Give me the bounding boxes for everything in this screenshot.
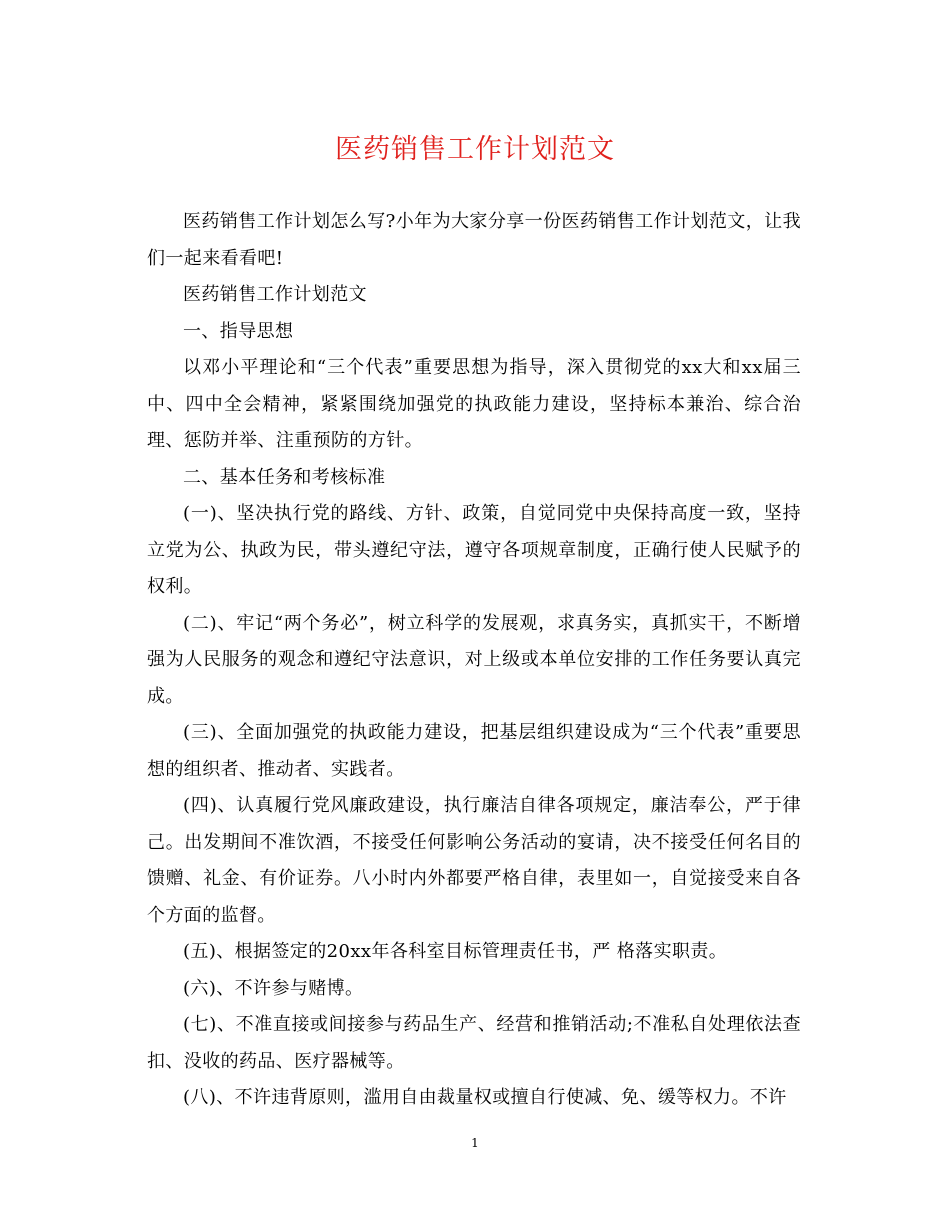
paragraph-item-3: (三)、全面加强党的执政能力建设，把基层组织建设成为“三个代表”重要思想的组织者、推动者、实践者。	[147, 722, 801, 780]
paragraph-item-4: (四)、认真履行党风廉政建设，执行廉洁自律各项规定，廉洁奉公，严于律己。出发期间不准饮酒，不接受任何影响公务活动的宴请，决不接受任何名目的馈赠、礼金、有价证券。八小时内外都要严格自律，表里如一，自觉接受来自各个方面的监督。	[147, 795, 801, 926]
paragraph-item-6: (六)、不许参与赌博。	[183, 977, 364, 999]
paragraph-item-1: (一)、坚决执行党的路线、方针、政策，自觉同党中央保持高度一致，坚持立党为公、执政为民，带头遵纪守法，遵守各项规章制度，正确行使人民赋予的权利。	[147, 503, 801, 597]
paragraph-item-5: (五)、根据签定的20xx年各科室目标管理责任书，严 格落实职责。	[183, 941, 728, 962]
document-body	[147, 204, 801, 1117]
paragraph-item-8: (八)、不许违背原则，滥用自由裁量权或擅自行使减、免、缓等权力。不许	[183, 1087, 787, 1108]
intro-paragraph: 医药销售工作计划怎么写?小年为大家分享一份医药销售工作计划范文，让我们一起来看看吧!	[147, 211, 801, 269]
paragraph-guiding-ideology: 以邓小平理论和“三个代表”重要思想为指导，深入贯彻党的xx大和xx届三中、四中全会精神，紧紧围绕加强党的执政能力建设，坚持标本兼治、综合治理、惩防并举、注重预防的方针。	[147, 357, 801, 451]
paragraph-item-2: (二)、牢记“两个务必”，树立科学的发展观，求真务实，真抓实干，不断增强为人民服务的观念和遵纪守法意识，对上级或本单位安排的工作任务要认真完成。	[147, 612, 801, 707]
page-number: 1	[471, 1136, 479, 1150]
heading-guiding-ideology: 一、指导思想	[183, 320, 294, 342]
heading-basic-tasks: 二、基本任务和考核标准	[183, 466, 386, 488]
document-title: 医药销售工作计划范文	[335, 134, 615, 165]
section-subtitle: 医药销售工作计划范文	[183, 284, 367, 305]
paragraph-item-7: (七)、不准直接或间接参与药品生产、经营和推销活动;不准私自处理依法查扣、没收的药品、医疗器械等。	[147, 1014, 801, 1072]
